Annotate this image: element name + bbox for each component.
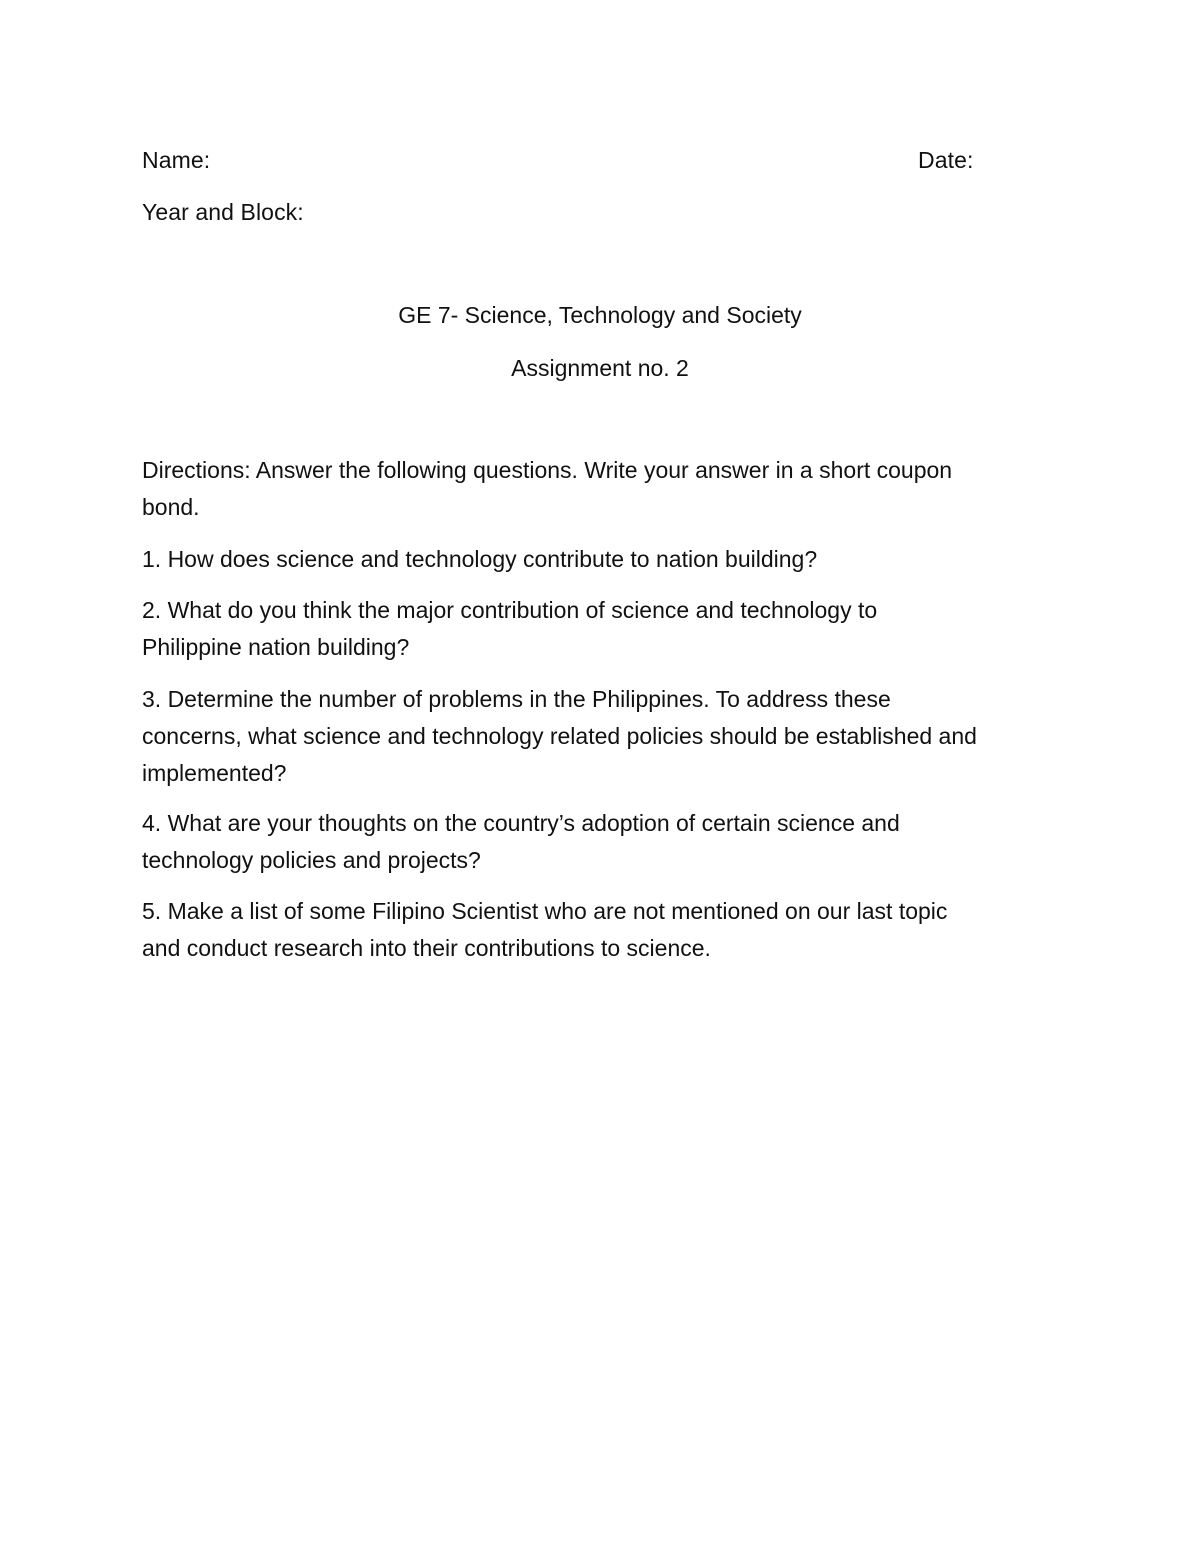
question-3 xyxy=(142,681,1062,792)
question-line: 3. Determine the number of problems in the Philippines. To address these xyxy=(142,686,891,712)
question-line: concerns, what science and technology related policies should be established and xyxy=(142,723,977,749)
question-line: 4. What are your thoughts on the country’s adoption of certain science and xyxy=(142,810,900,836)
question-line: 1. How does science and technology contribute to nation building? xyxy=(142,546,818,572)
question-line: implemented? xyxy=(142,760,287,786)
directions-line: bond. xyxy=(142,494,200,520)
question-line: and conduct research into their contributions to science. xyxy=(142,935,711,961)
name-label: Name: xyxy=(142,147,211,173)
directions-paragraph xyxy=(142,452,1062,526)
question-5 xyxy=(142,893,1062,967)
question-line: 2. What do you think the major contribution of science and technology to xyxy=(142,597,878,623)
question-2 xyxy=(142,592,1062,666)
directions-line: Directions: Answer the following questions. Write your answer in a short coupon xyxy=(142,457,953,483)
question-line: Philippine nation building? xyxy=(142,634,410,660)
question-4 xyxy=(142,805,1062,879)
date-label: Date: xyxy=(918,147,974,173)
year-block-label: Year and Block: xyxy=(142,199,304,225)
question-1 xyxy=(142,541,1062,578)
course-title: GE 7- Science, Technology and Society xyxy=(398,302,802,328)
question-line: technology policies and projects? xyxy=(142,847,481,873)
assignment-title: Assignment no. 2 xyxy=(511,355,689,381)
question-line: 5. Make a list of some Filipino Scientist who are not mentioned on our last topic xyxy=(142,898,948,924)
